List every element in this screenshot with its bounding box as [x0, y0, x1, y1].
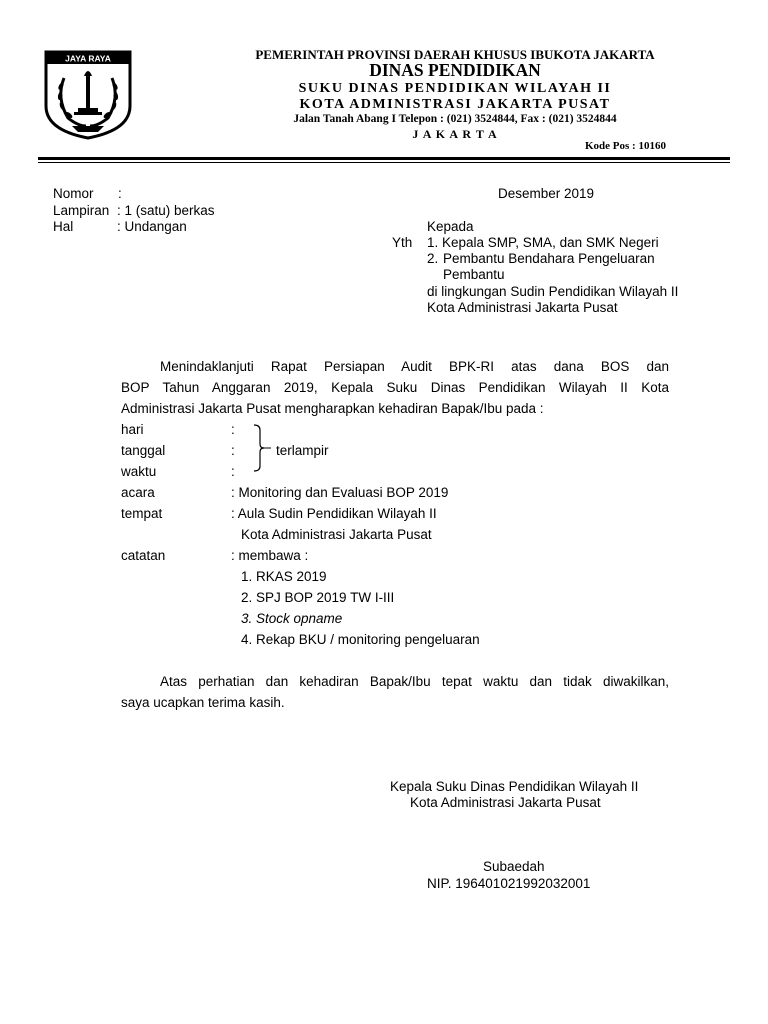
letterhead-agency: DINAS PENDIDIKAN [369, 60, 541, 80]
header-divider-thick [38, 157, 730, 160]
recipient-yth: Yth [392, 235, 413, 250]
letterhead-city: KOTA ADMINISTRASI JAKARTA PUSAT [299, 97, 611, 112]
hari-colon: : [231, 422, 235, 437]
grouping-brace [249, 424, 273, 472]
tanggal-colon: : [231, 443, 235, 458]
letter-date: Desember 2019 [498, 186, 595, 201]
recipient-item-2-cont: Pembantu [443, 267, 505, 282]
recipient-area: di lingkungan Sudin Pendidikan Wilayah II [427, 284, 679, 299]
waktu-label: waktu [121, 464, 157, 479]
emblem-motto: JAYA RAYA [65, 53, 111, 64]
tempat-value: : Aula Sudin Pendidikan Wilayah II [231, 506, 437, 521]
body-para1-line1: Menindaklanjuti Rapat Persiapan Audit BPK-RI atas dana BOS dan [160, 359, 669, 374]
closing-line2: saya ucapkan terima kasih. [121, 695, 285, 710]
recipient-item-1: 1. Kepala SMP, SMA, dan SMK Negeri [427, 235, 659, 250]
nomor-value: : [118, 186, 122, 201]
catatan-label: catatan [121, 548, 166, 563]
header-divider-thin [38, 162, 730, 163]
signatory-office: Kota Administrasi Jakarta Pusat [410, 795, 601, 810]
letterhead-address: Jalan Tanah Abang I Telepon : (021) 3524844, Fax : (021) 3524844 [293, 113, 617, 125]
list-item: 3. Stock opname [241, 611, 343, 626]
recipient-city: Kota Administrasi Jakarta Pusat [427, 300, 618, 315]
list-item: 2. SPJ BOP 2019 TW I-III [241, 590, 395, 605]
tanggal-label: tanggal [121, 443, 166, 458]
catatan-value: : membawa : [231, 548, 309, 563]
lampiran-label: Lampiran [53, 203, 110, 218]
nomor-label: Nomor [53, 186, 94, 201]
signatory-name: Subaedah [483, 859, 545, 874]
signatory-title: Kepala Suku Dinas Pendidikan Wilayah II [390, 779, 639, 794]
body-para1-line3: Administrasi Jakarta Pusat mengharapkan kehadiran Bapak/Ibu pada : [121, 401, 544, 416]
list-item: 4. Rekap BKU / monitoring pengeluaran [241, 632, 480, 647]
waktu-colon: : [231, 464, 235, 479]
acara-value: : Monitoring dan Evaluasi BOP 2019 [231, 485, 449, 500]
hari-label: hari [121, 422, 144, 437]
tempat-label: tempat [121, 506, 163, 521]
recipient-kepada: Kepada [427, 219, 474, 234]
recipient-item-2: Pembantu Bendahara Pengeluaran [443, 251, 655, 266]
letterhead-government: PEMERINTAH PROVINSI DAERAH KHUSUS IBUKOTA JAKARTA [255, 47, 655, 62]
list-item: 1. RKAS 2019 [241, 569, 327, 584]
signatory-nip: NIP. 196401021992032001 [427, 876, 591, 891]
letterhead-postcode: Kode Pos : 10160 [585, 140, 666, 152]
recipient-item-2-number: 2. [427, 251, 439, 266]
letterhead-division: SUKU DINAS PENDIDIKAN WILAYAH II [298, 81, 612, 96]
dki-jakarta-emblem [42, 48, 134, 143]
tempat-value-cont: Kota Administrasi Jakarta Pusat [241, 527, 432, 542]
terlampir-note: terlampir [276, 443, 329, 458]
lampiran-value: : 1 (satu) berkas [117, 203, 215, 218]
body-para1-line2: BOP Tahun Anggaran 2019, Kepala Suku Dinas Pendidikan Wilayah II Kota [121, 380, 669, 395]
hal-label: Hal [53, 219, 74, 234]
closing-line1: Atas perhatian dan kehadiran Bapak/Ibu tepat waktu dan tidak diwakilkan, [160, 674, 669, 689]
hal-value: : Undangan [117, 219, 187, 234]
acara-label: acara [121, 485, 155, 500]
letterhead-city-spaced: J A K A R T A [412, 127, 498, 141]
